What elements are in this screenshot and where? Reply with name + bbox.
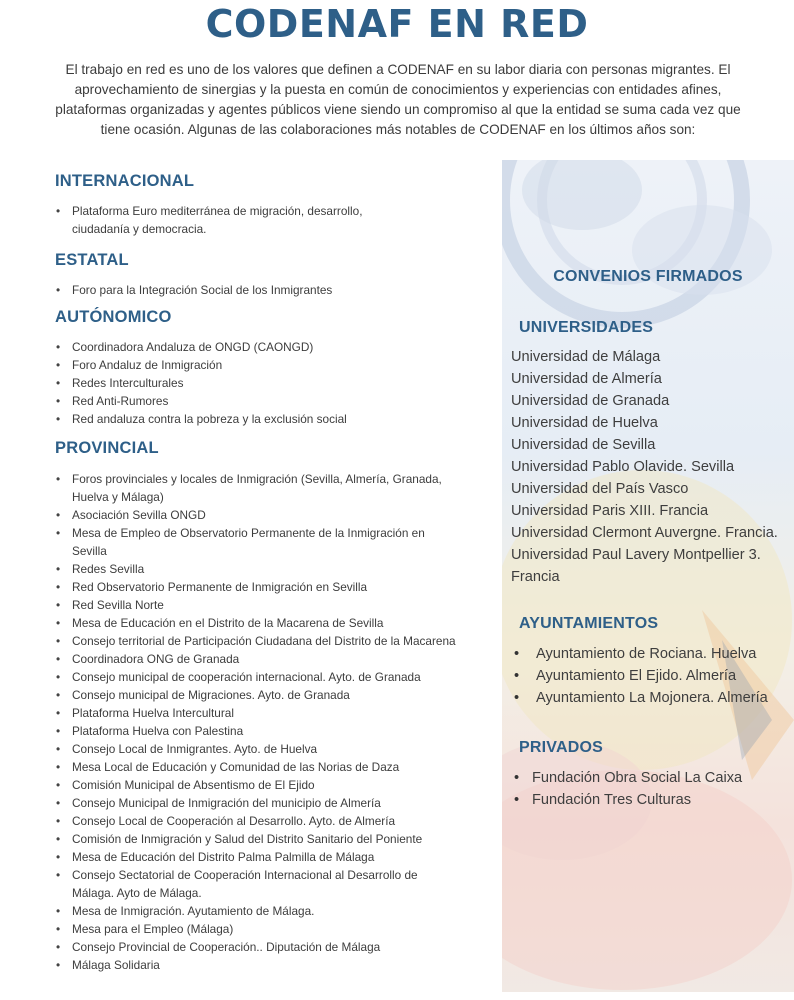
list-item: • Foros provinciales y locales de Inmigración (Sevilla, Almería, Granada, Huelva y Málaga) <box>55 470 461 506</box>
page-title: CODENAF EN RED <box>205 2 589 46</box>
list-item: • Foro para la Integración Social de los Inmigrantes <box>55 281 455 299</box>
list-item: • Consejo Provincial de Cooperación.. Diputación de Málaga <box>55 938 461 956</box>
list-item: • Red Sevilla Norte <box>55 596 461 614</box>
list-item: • Red Observatorio Permanente de Inmigración en Sevilla <box>55 578 461 596</box>
list-item: • Red andaluza contra la pobreza y la exclusión social <box>55 410 475 428</box>
list-item: • Foro Andaluz de Inmigración <box>55 356 475 374</box>
list-item: • Mesa de Educación del Distrito Palma Palmilla de Málaga <box>55 848 461 866</box>
list-item: • Fundación Tres Culturas <box>512 789 788 811</box>
estatal-list <box>55 281 455 299</box>
list-item: • Consejo Local de Inmigrantes. Ayto. de Huelva <box>55 740 461 758</box>
list-item: Universidad de Sevilla <box>511 437 656 453</box>
list-item: • Coordinadora ONG de Granada <box>55 650 461 668</box>
list-item: • Málaga Solidaria <box>55 956 461 974</box>
universidades-heading: UNIVERSIDADES <box>519 319 654 336</box>
list-item: • Consejo Municipal de Inmigración del municipio de Almería <box>55 794 461 812</box>
list-item: • Ayuntamiento La Mojonera. Almería <box>512 687 792 709</box>
list-item: • Fundación Obra Social La Caixa <box>512 767 788 789</box>
list-item: • Comisión de Inmigración y Salud del Distrito Sanitario del Poniente <box>55 830 461 848</box>
provincial-list <box>55 470 461 974</box>
list-item: • Plataforma Huelva Intercultural <box>55 704 461 722</box>
list-item: • Consejo territorial de Participación Ciudadana del Distrito de la Macarena <box>55 632 461 650</box>
intro-paragraph: El trabajo en red es uno de los valores que definen a CODENAF en su labor diaria con personas migrantes. El aprovechamiento de sinergias y la puesta en común de conocimientos y experiencias con entidades afines, plataformas organizadas y agentes públicos viene siendo un compromiso al que la entidad se suma cada vez que tiene ocasión. Algunas de las colaboraciones más notables de CODENAF en los últimos años son: <box>55 62 741 137</box>
list-item: • Consejo Sectatorial de Cooperación Internacional al Desarrollo de Málaga. Ayto de Málaga. <box>55 866 461 902</box>
list-item: • Comisión Municipal de Absentismo de El Ejido <box>55 776 461 794</box>
list-item: • Mesa Local de Educación y Comunidad de las Norias de Daza <box>55 758 461 776</box>
list-item: • Mesa de Empleo de Observatorio Permanente de la Inmigración en Sevilla <box>55 524 461 560</box>
list-item: Universidad del País Vasco <box>511 481 689 497</box>
convenios-heading: CONVENIOS FIRMADOS <box>553 268 743 285</box>
list-item: • Consejo municipal de Migraciones. Ayto. de Granada <box>55 686 461 704</box>
autonomico-heading: AUTÓNOMICO <box>55 308 172 326</box>
list-item: Universidad Paris XIII. Francia <box>511 503 709 519</box>
list-item: • Mesa de Educación en el Distrito de la Macarena de Sevilla <box>55 614 461 632</box>
list-item: Universidad Pablo Olavide. Sevilla <box>511 459 735 475</box>
list-item: • Plataforma Euro mediterránea de migración, desarrollo, ciudadanía y democracia. <box>55 202 400 238</box>
list-item: • Consejo Local de Cooperación al Desarrollo. Ayto. de Almería <box>55 812 461 830</box>
provincial-heading: PROVINCIAL <box>55 439 159 457</box>
list-item: • Consejo municipal de cooperación internacional. Ayto. de Granada <box>55 668 461 686</box>
list-item: • Mesa para el Empleo (Málaga) <box>55 920 461 938</box>
list-item: • Asociación Sevilla ONGD <box>55 506 461 524</box>
list-item: • Coordinadora Andaluza de ONGD (CAONGD) <box>55 338 475 356</box>
list-item: • Plataforma Huelva con Palestina <box>55 722 461 740</box>
universidades-list <box>511 346 786 588</box>
list-item: • Redes Interculturales <box>55 374 475 392</box>
list-item: Universidad Clermont Auvergne. Francia. <box>511 525 778 541</box>
list-item: Universidad Paul Lavery Montpellier 3. Francia <box>511 547 761 585</box>
list-item: • Mesa de Inmigración. Ayutamiento de Málaga. <box>55 902 461 920</box>
list-item: Universidad de Almería <box>511 371 662 387</box>
internacional-list <box>55 202 400 238</box>
list-item: Universidad de Huelva <box>511 415 658 431</box>
list-item: • Red Anti-Rumores <box>55 392 475 410</box>
autonomico-list <box>55 338 475 428</box>
privados-heading: PRIVADOS <box>519 739 603 756</box>
ayuntamientos-heading: AYUNTAMIENTOS <box>519 615 659 632</box>
internacional-heading: INTERNACIONAL <box>55 172 195 190</box>
list-item: Universidad de Granada <box>511 393 670 409</box>
estatal-heading: ESTATAL <box>55 251 129 269</box>
ayuntamientos-list <box>512 643 792 709</box>
list-item: Universidad de Málaga <box>511 349 661 365</box>
list-item: • Ayuntamiento de Rociana. Huelva <box>512 643 792 665</box>
list-item: • Ayuntamiento El Ejido. Almería <box>512 665 792 687</box>
privados-list <box>512 767 788 811</box>
list-item: • Redes Sevilla <box>55 560 461 578</box>
